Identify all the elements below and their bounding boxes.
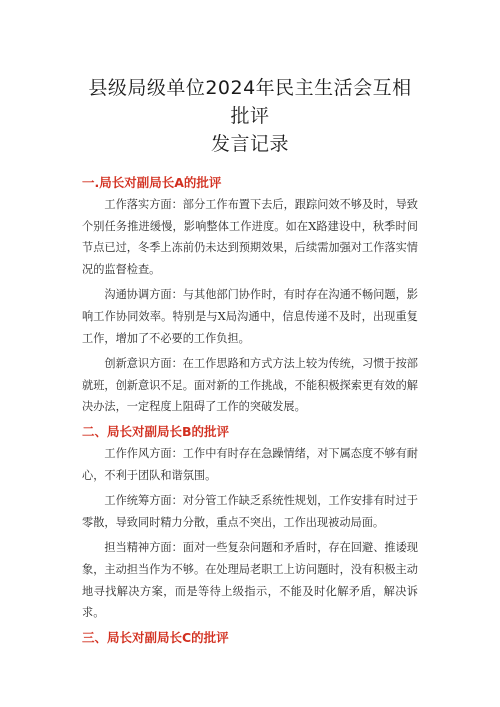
section-heading-1: 一.局长对副局长A的批评: [82, 175, 222, 190]
paragraph-work-planning: 工作统筹方面：对分管工作缺乏系统性规划，工作安排有时过于零散，导致同时精力分散，重点不突出，工作出现被动局面。: [82, 494, 418, 529]
document-title: [82, 74, 418, 158]
section-heading-3: 三、局长对副局长C的批评: [82, 629, 229, 645]
paragraph-innovation: 创新意识方面：在工作思路和方式方法上较为传统，习惯于按部就班，创新意识不足。面对新的工作挑战，不能积极探索更有效的解决办法，一定程度上阻碍了工作的突破发展。: [82, 357, 418, 414]
paragraph-work-style: 工作作风方面：工作中有时存在急躁情绪，对下属态度不够有耐心，不利于团队和谐氛围。: [82, 446, 418, 482]
section-heading-2: 二、局长对副局长B的批评: [82, 423, 230, 439]
title-line-1: 县级局级单位2024年民主生活会互相批评: [88, 77, 412, 127]
paragraph-responsibility: 担当精神方面：面对一些复杂问题和矛盾时，存在回避、推诿现象，主动担当作为不够。在处理局老职工上访问题时，没有积极主动地寻找解决方案，而是等待上级指示，不能及时化解矛盾，解决诉求。: [82, 541, 418, 620]
title-line-2: 发言记录: [210, 133, 289, 155]
paragraph-communication: 沟通协调方面：与其他部门协作时，有时存在沟通不畅问题，影响工作协同效率。特别是与X局沟通中，信息传递不及时，出现重复工作，增加了不必要的工作负担。: [82, 288, 418, 345]
paragraph-work-implementation: 工作落实方面：部分工作布置下去后，跟踪问效不够及时，导致个别任务推进缓慢，影响整体工作进度。如在X路建设中，秋季时间节点已过，冬季上冻前仍未达到预期效果，后续需加强对工作落实情况的监督检查。: [82, 198, 418, 276]
